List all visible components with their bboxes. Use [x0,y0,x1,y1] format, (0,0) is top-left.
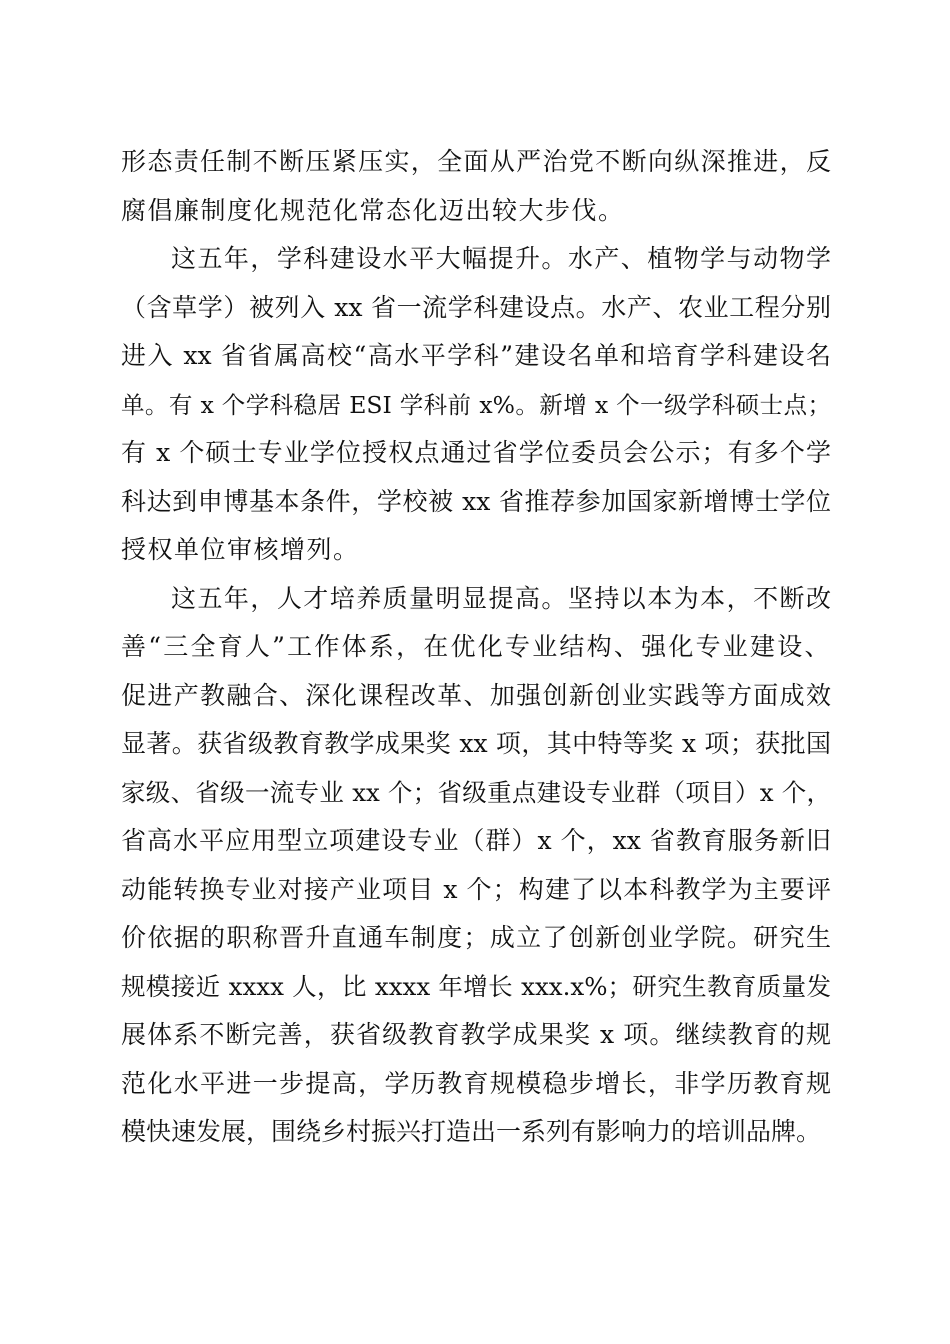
text-line: 价依据的职称晋升直通车制度；成立了创新创业学院。研究生 [121,923,831,952]
text-line: 授权单位审核增列。 [121,535,360,564]
text-line: 科达到申博基本条件，学校被 xx 省推荐参加国家新增博士学位 [121,486,831,516]
text-line: （含草学）被列入 xx 省一流学科建设点。水产、农业工程分别 [121,292,831,322]
text-line: 有 x 个硕士专业学位授权点通过省学位委员会公示；有多个学 [121,438,831,467]
text-line: 动能转换专业对接产业项目 x 个；构建了以本科教学为主要评 [121,874,831,904]
text-line: 这五年，学科建设水平大幅提升。水产、植物学与动物学 [171,244,831,273]
text-line: 这五年，人才培养质量明显提高。坚持以本为本，不断改 [171,583,831,613]
text-line: 善“三全育人”工作体系，在优化专业结构、强化专业建设、 [121,632,831,661]
text-line: 显著。获省级教育教学成果奖 xx 项，其中特等奖 x 项；获批国 [121,729,831,758]
text-line: 形态责任制不断压紧压实，全面从严治党不断向纵深推进，反 [121,147,831,176]
text-line: 省高水平应用型立项建设专业（群）x 个，xx 省教育服务新旧 [121,826,831,855]
text-line: 规模接近 xxxx 人，比 xxxx 年增长 xxx.x%；研究生教育质量发 [121,971,831,1001]
text-line: 范化水平进一步提高，学历教育规模稳步增长，非学历教育规 [121,1068,831,1098]
paragraph-3 [121,575,831,1157]
paragraph-1 [121,138,831,235]
text-line: 模快速发展，围绕乡村振兴打造出一系列有影响力的培训品牌。 [121,1117,822,1146]
paragraph-2 [121,235,831,575]
text-line: 促进产教融合、深化课程改革、加强创新创业实践等方面成效 [121,680,831,710]
body-text [121,138,831,1157]
text-line: 展体系不断完善，获省级教育教学成果奖 x 项。继续教育的规 [121,1020,831,1049]
text-line: 腐倡廉制度化规范化常态化迈出较大步伐。 [121,195,625,225]
text-line: 单。有 x 个学科稳居 ESI 学科前 x%。新增 x 个一级学科硕士点； [121,390,831,419]
text-line: 进入 xx 省省属高校“高水平学科”建设名单和培育学科建设名 [121,341,831,370]
text-line: 家级、省级一流专业 xx 个；省级重点建设专业群（项目）x 个， [121,777,831,807]
